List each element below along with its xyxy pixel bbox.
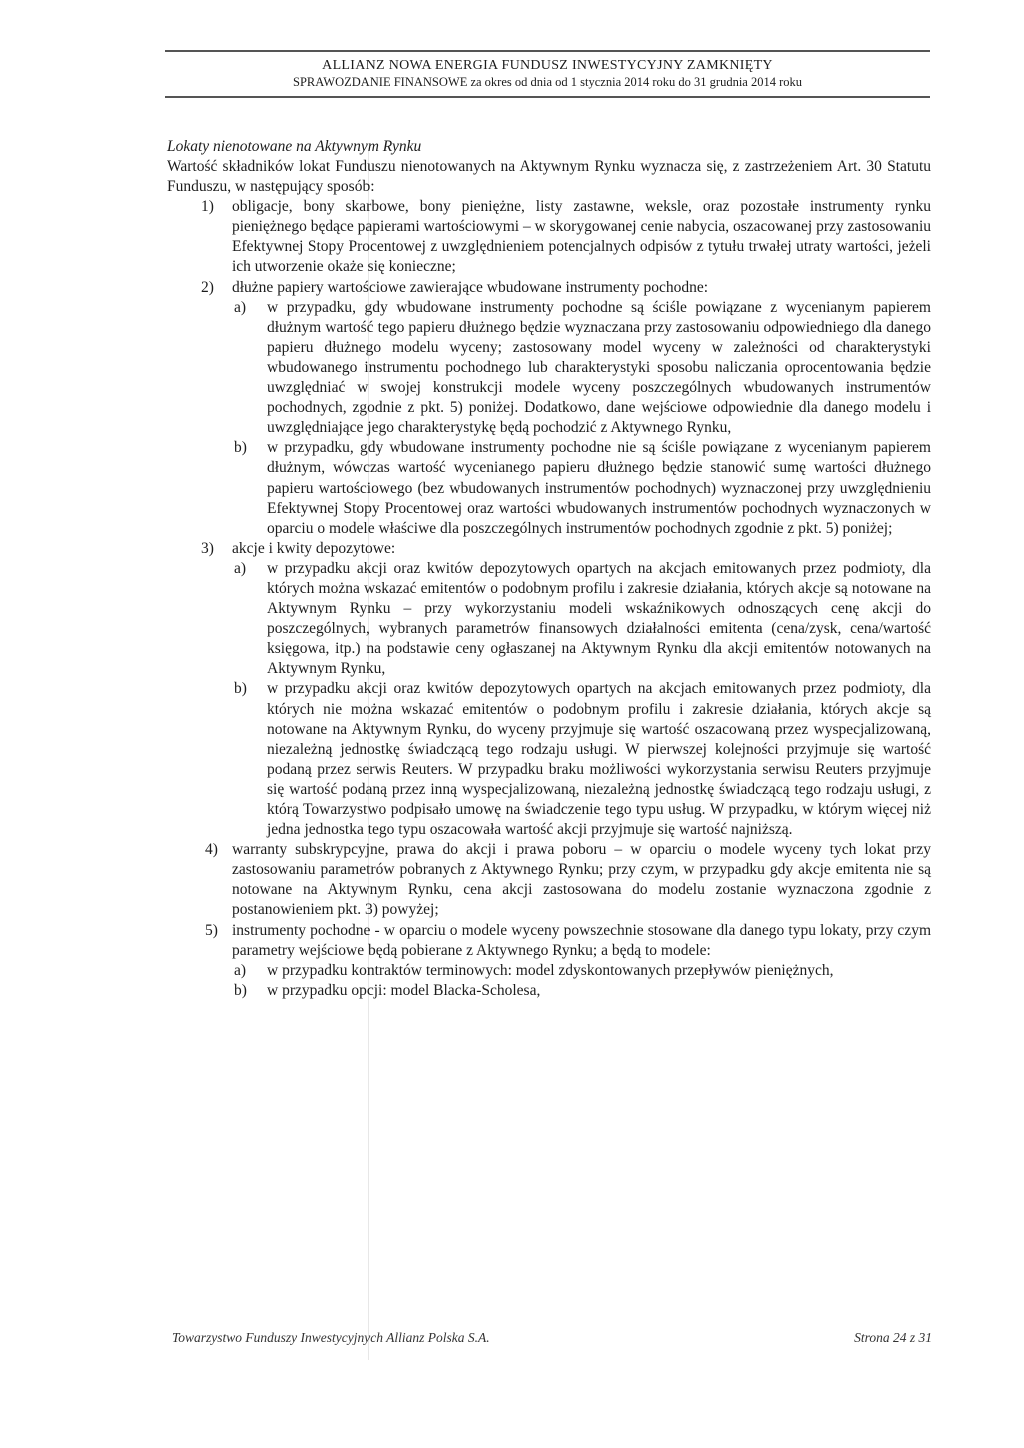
list-item-text: obligacje, bony skarbowe, bony pieniężne, listy zastawne, weksle, oraz pozostałe instrumenty rynku pieniężnego będące papierami wartościowymi – w skorygowanej cenie nabycia, oszacowanej przy zastosowaniu Efektywnej Stopy Procentowej z uwzględnieniem potencjalnych odpisów z tytułu trwałej utraty wartości, jeżeli ich utworzenie okaże się konieczne; [232,198,931,276]
list-item-number: 1) [201,198,214,216]
sub-item-3a [167,559,931,680]
sub-item-letter: a) [234,559,247,577]
list-item-4 [167,840,931,920]
sub-item-3b [167,679,931,840]
header-report-period: SPRAWOZDANIE FINANSOWE za okres od dnia od 1 stycznia 2014 roku do 31 grudnia 2014 roku [293,75,802,89]
section-intro: Wartość składników lokat Funduszu nienotowanych na Aktywnym Rynku wyznacza się, z zastrzeżeniem Art. 30 Statutu Funduszu, w następujący sposób: [167,158,931,196]
sub-item-2a [167,298,931,439]
sub-item-letter: b) [234,680,247,698]
list-item-5 [167,921,931,961]
list-item-number: 4) [205,841,218,859]
sub-item-letter: a) [234,961,247,979]
header-bottom-rule [165,96,930,98]
sub-item-text: w przypadku opcji: model Blacka-Scholesa, [267,981,541,999]
footer-page-number: Strona 24 z 31 [854,1330,932,1345]
list-item-text: dłużne papiery wartościowe zawierające wbudowane instrumenty pochodne: [232,278,709,296]
sub-item-letter: b) [234,981,247,999]
header-fund-name: ALLIANZ NOWA ENERGIA FUNDUSZ INWESTYCYJNY ZAMKNIĘTY [322,58,773,73]
header-top-rule [165,50,930,52]
list-item-3 [167,539,931,559]
sub-item-text: w przypadku akcji oraz kwitów depozytowych opartych na akcjach emitowanych przez podmioty, dla których można wskazać emitentów o podobnym profilu i zakresie działania, których akcje są notowane na Aktywnym Rynku – przy wykorzystaniu modeli wskaźnikowych odnoszących cenę akcji do poszczególnych, wybranych parametrów finansowych działalności emitenta (cena/zysk, cena/wartość księgowa, itp.) na podstawie ceny ogłaszanej na Aktywnym Rynku dla akcji emitentów notowanych na Aktywnym Rynku, [267,559,931,678]
footer-company: Towarzystwo Funduszy Inwestycyjnych Allianz Polska S.A. [172,1330,490,1345]
sub-item-text: w przypadku akcji oraz kwitów depozytowych opartych na akcjach emitowanych przez podmioty, dla których nie można wskazać emitentów o podobnym profilu i zakresie działania, których akcje są notowane na Aktywnym Rynku, do wyceny przyjmuje się wartość oszacowaną przez wyspecjalizowaną, niezależną jednostkę świadczącą tego rodzaju usługi. W pierwszej kolejności przyjmuje się wartość podaną przez serwis Reuters. W przypadku braku możliwości wykorzystania serwisu Reuters przyjmuje się wartość podaną przez inną wyspecjalizowaną, niezależną jednostkę świadczącą tego rodzaju usługi, z którą Towarzystwo podpisało umowę na świadczenie tego typu usług. W przypadku, w którym więcej niż jedna jednostka tego typu oszacowała wartość akcji przyjmuje się wartość najniższą. [267,680,931,839]
list-item-text: akcje i kwity depozytowe: [232,539,396,557]
page-header [165,50,930,98]
sub-item-5a [167,961,931,981]
list-item-number: 3) [201,539,214,557]
list-item-number: 2) [201,278,214,296]
list-item-text: warranty subskrypcyjne, prawa do akcji i prawa poboru – w oparciu o modele wyceny tych lokat przy zastosowaniu parametrów pobranych z Aktywnego Rynku; przy czym, w przypadku gdy akcje emitenta nie są notowane na Aktywnym Rynku, cena akcji zastosowana do modelu zostanie wyznaczona zgodnie z postanowieniem pkt. 3) powyżej; [232,841,931,919]
sub-item-2b [167,438,931,538]
section-title: Lokaty nienotowane na Aktywnym Rynku [167,138,422,155]
list-item-2 [167,278,931,298]
sub-item-5b [167,981,931,1001]
list-item-number: 5) [205,921,218,939]
sub-item-text: w przypadku, gdy wbudowane instrumenty pochodne nie są ściśle powiązane z wycenianym papierem dłużnym, wówczas wartość wycenianego papieru dłużnego będzie stanowić sumę wartości dłużnego papieru wartościowego (bez wbudowanych instrumentów pochodnych) wyznaczonej przy uwzględnieniu Efektywnej Stopy Procentowej oraz wartości wbudowanych instrumentów pochodnych wyznaczonych w oparciu o modele właściwe dla poszczególnych instrumentów pochodnych zgodnie z pkt. 5) poniżej; [267,439,931,537]
sub-item-letter: b) [234,439,247,457]
document-body [167,132,931,1001]
list-item-text: instrumenty pochodne - w oparciu o modele wyceny powszechnie stosowane dla danego typu lokaty, przy czym parametry wejściowe będą pobierane z Aktywnego Rynku; a będą to modele: [232,921,931,959]
sub-item-text: w przypadku kontraktów terminowych: model zdyskontowanych przepływów pieniężnych, [267,961,834,979]
sub-item-text: w przypadku, gdy wbudowane instrumenty pochodne są ściśle powiązane z wycenianym papierem dłużnym wartość tego papieru dłużnego będzie wyznaczana przy zastosowaniu odpowiedniego dla danego papieru dłużnego modelu wyceny; zastosowany model wyceny w zależności od charakterystyki wbudowanego instrumentu pochodnego lub charakterystyki sposobu naliczania oprocentowania będzie uwzględniać w swojej konstrukcji modele wyceny poszczególnych wbudowanych instrumentów pochodnych, zgodnie z pkt. 5) poniżej. Dodatkowo, dane wejściowe odpowiednie dla danego modelu i uwzględniające jego charakterystykę będą pochodzić z Aktywnego Rynku, [267,298,931,437]
sub-item-letter: a) [234,298,247,316]
list-item-1 [167,197,931,277]
